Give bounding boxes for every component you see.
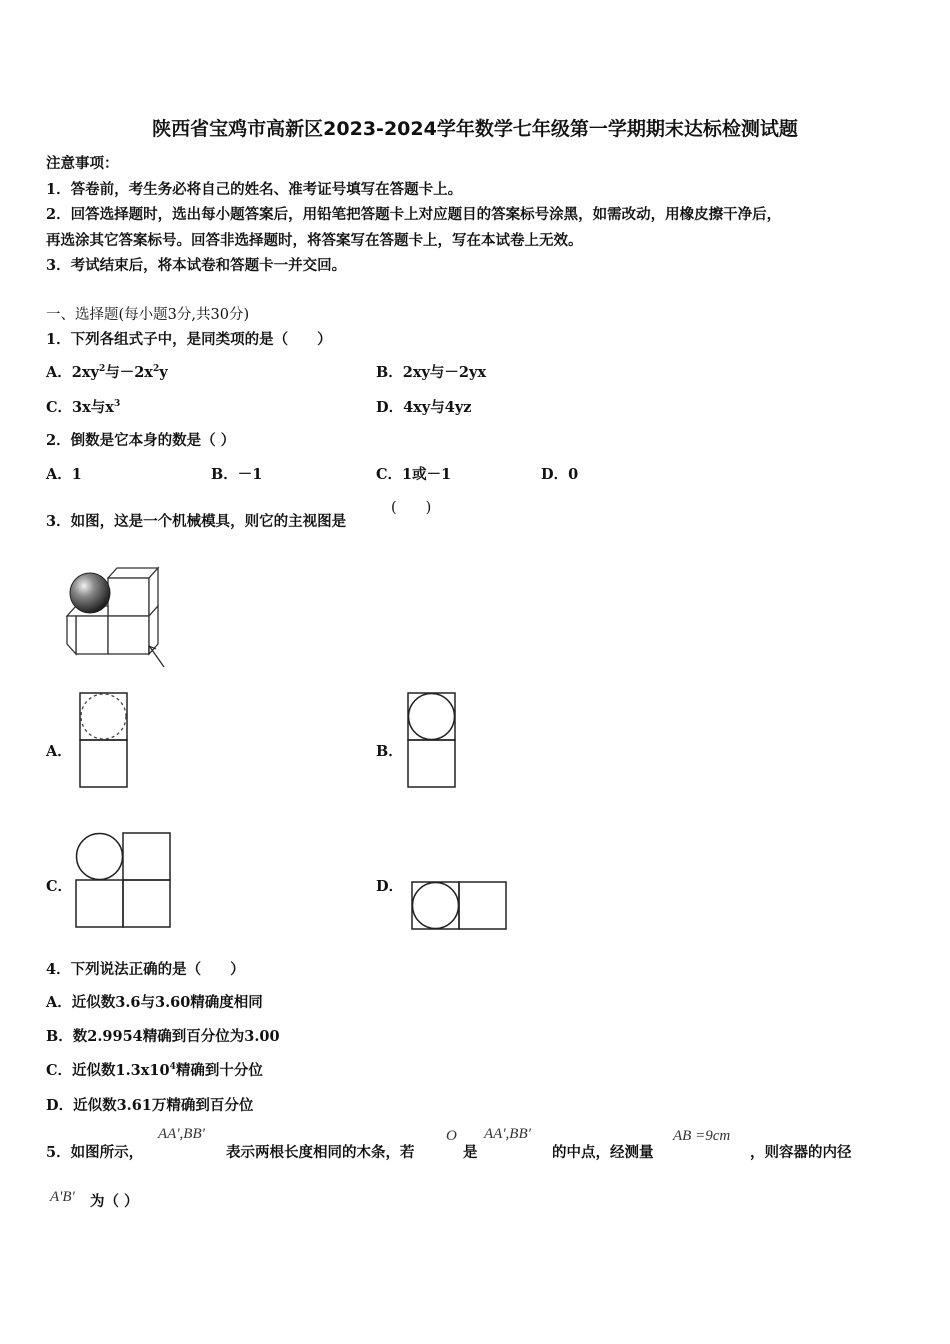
q2-option-b: B．－1 bbox=[211, 466, 263, 483]
view-arrow-icon bbox=[149, 646, 164, 667]
q4-option-b: B．数2.9954精确到百分位为3.00 bbox=[46, 1028, 280, 1045]
q1-a-term2: y bbox=[159, 364, 168, 381]
q2-option-a: A．1 bbox=[46, 466, 82, 483]
q1-c-label: C． bbox=[46, 399, 73, 416]
q5-text-1: 5．如图所示， bbox=[46, 1144, 144, 1161]
q5-text-6: 为（ ） bbox=[90, 1193, 139, 1210]
q1-a-label: A． bbox=[46, 364, 72, 381]
q1-a-mid: 与－2x bbox=[105, 364, 153, 381]
q1-a-term1: 2xy bbox=[71, 364, 99, 381]
q1-c-exp: 3 bbox=[113, 399, 121, 410]
notice-item-2: 2．回答选择题时，选出每小题答案后，用铅笔把答题卡上对应题目的答案标号涂黑，如需改动，用橡皮擦干净后， bbox=[46, 206, 782, 223]
q1-a-exp2: 2 bbox=[152, 364, 160, 375]
q1-d-label: D． bbox=[376, 399, 404, 416]
section-heading: 一、选择题(每小题3分,共30分) bbox=[46, 307, 250, 323]
q1-b-text: 2xy与－2yx bbox=[402, 364, 487, 381]
q3-option-c-label: C． bbox=[46, 878, 73, 895]
q1-a-exp1: 2 bbox=[98, 364, 106, 375]
q5-math-2: O bbox=[446, 1128, 457, 1144]
q3-stem: 3．如图，这是一个机械模具，则它的主视图是 bbox=[46, 513, 347, 530]
page-title: 陕西省宝鸡市高新区2023-2024学年数学七年级第一学期期末达标检测试题 bbox=[152, 118, 798, 140]
mold-figure bbox=[60, 560, 170, 670]
q4-stem: 4．下列说法正确的是（ ） bbox=[46, 961, 245, 978]
notice-item-3: 3．考试结束后，将本试卷和答题卡一并交回。 bbox=[46, 257, 347, 274]
q1-option-d bbox=[376, 396, 472, 417]
q1-c-text: 3x与x bbox=[72, 399, 114, 416]
q4-c-post: 精确到十分位 bbox=[175, 1062, 263, 1079]
sphere bbox=[70, 573, 110, 613]
q3-option-a-figure bbox=[79, 692, 129, 788]
notice-item-1: 1．答卷前，考生务必将自己的姓名、准考证号填写在答题卡上。 bbox=[46, 181, 463, 198]
q5-math-3: AA',BB' bbox=[484, 1126, 531, 1142]
notice-heading: 注意事项： bbox=[46, 155, 119, 172]
q2-option-d: D．0 bbox=[541, 466, 579, 483]
q4-c-pre: C．近似数1.3x10 bbox=[46, 1062, 170, 1079]
q3-option-d-label: D． bbox=[376, 878, 404, 895]
q3-option-b-label: B． bbox=[376, 743, 403, 760]
q1-option-b bbox=[376, 361, 486, 382]
q1-option-a bbox=[46, 361, 168, 382]
q3-option-d-figure bbox=[410, 880, 510, 932]
q5-math-1: AA',BB' bbox=[158, 1126, 205, 1142]
q3-paren: ( ) bbox=[391, 500, 432, 516]
q5-text-4: 的中点，经测量 bbox=[552, 1144, 654, 1161]
q3-option-c-figure bbox=[75, 832, 173, 930]
q3-option-b-figure bbox=[407, 692, 457, 789]
q2-stem: 2．倒数是它本身的数是（ ） bbox=[46, 432, 236, 449]
q3-option-a-label: A． bbox=[46, 743, 72, 760]
q5-text-3: 是 bbox=[463, 1144, 478, 1161]
q4-option-c bbox=[46, 1059, 263, 1080]
q5-text-5: ，则容器的内径 bbox=[750, 1144, 852, 1161]
q2-option-c: C．1或－1 bbox=[376, 466, 452, 483]
q1-d-text: 4xy与4yz bbox=[403, 399, 472, 416]
q4-c-exp: 4 bbox=[169, 1062, 176, 1073]
q1-b-label: B． bbox=[376, 364, 403, 381]
q4-option-a: A．近似数3.6与3.60精确度相同 bbox=[46, 994, 263, 1011]
q5-math-5: A'B' bbox=[50, 1189, 75, 1205]
q5-text-2: 表示两根长度相同的木条，若 bbox=[226, 1144, 415, 1161]
q5-math-4: AB =9cm bbox=[673, 1128, 731, 1144]
q1-stem: 1．下列各组式子中，是同类项的是（ ） bbox=[46, 331, 332, 348]
notice-item-2-cont: 再选涂其它答案标号。回答非选择题时，将答案写在答题卡上，写在本试卷上无效。 bbox=[46, 232, 583, 249]
q1-option-c bbox=[46, 396, 120, 417]
q4-option-d: D．近似数3.61万精确到百分位 bbox=[46, 1097, 254, 1114]
